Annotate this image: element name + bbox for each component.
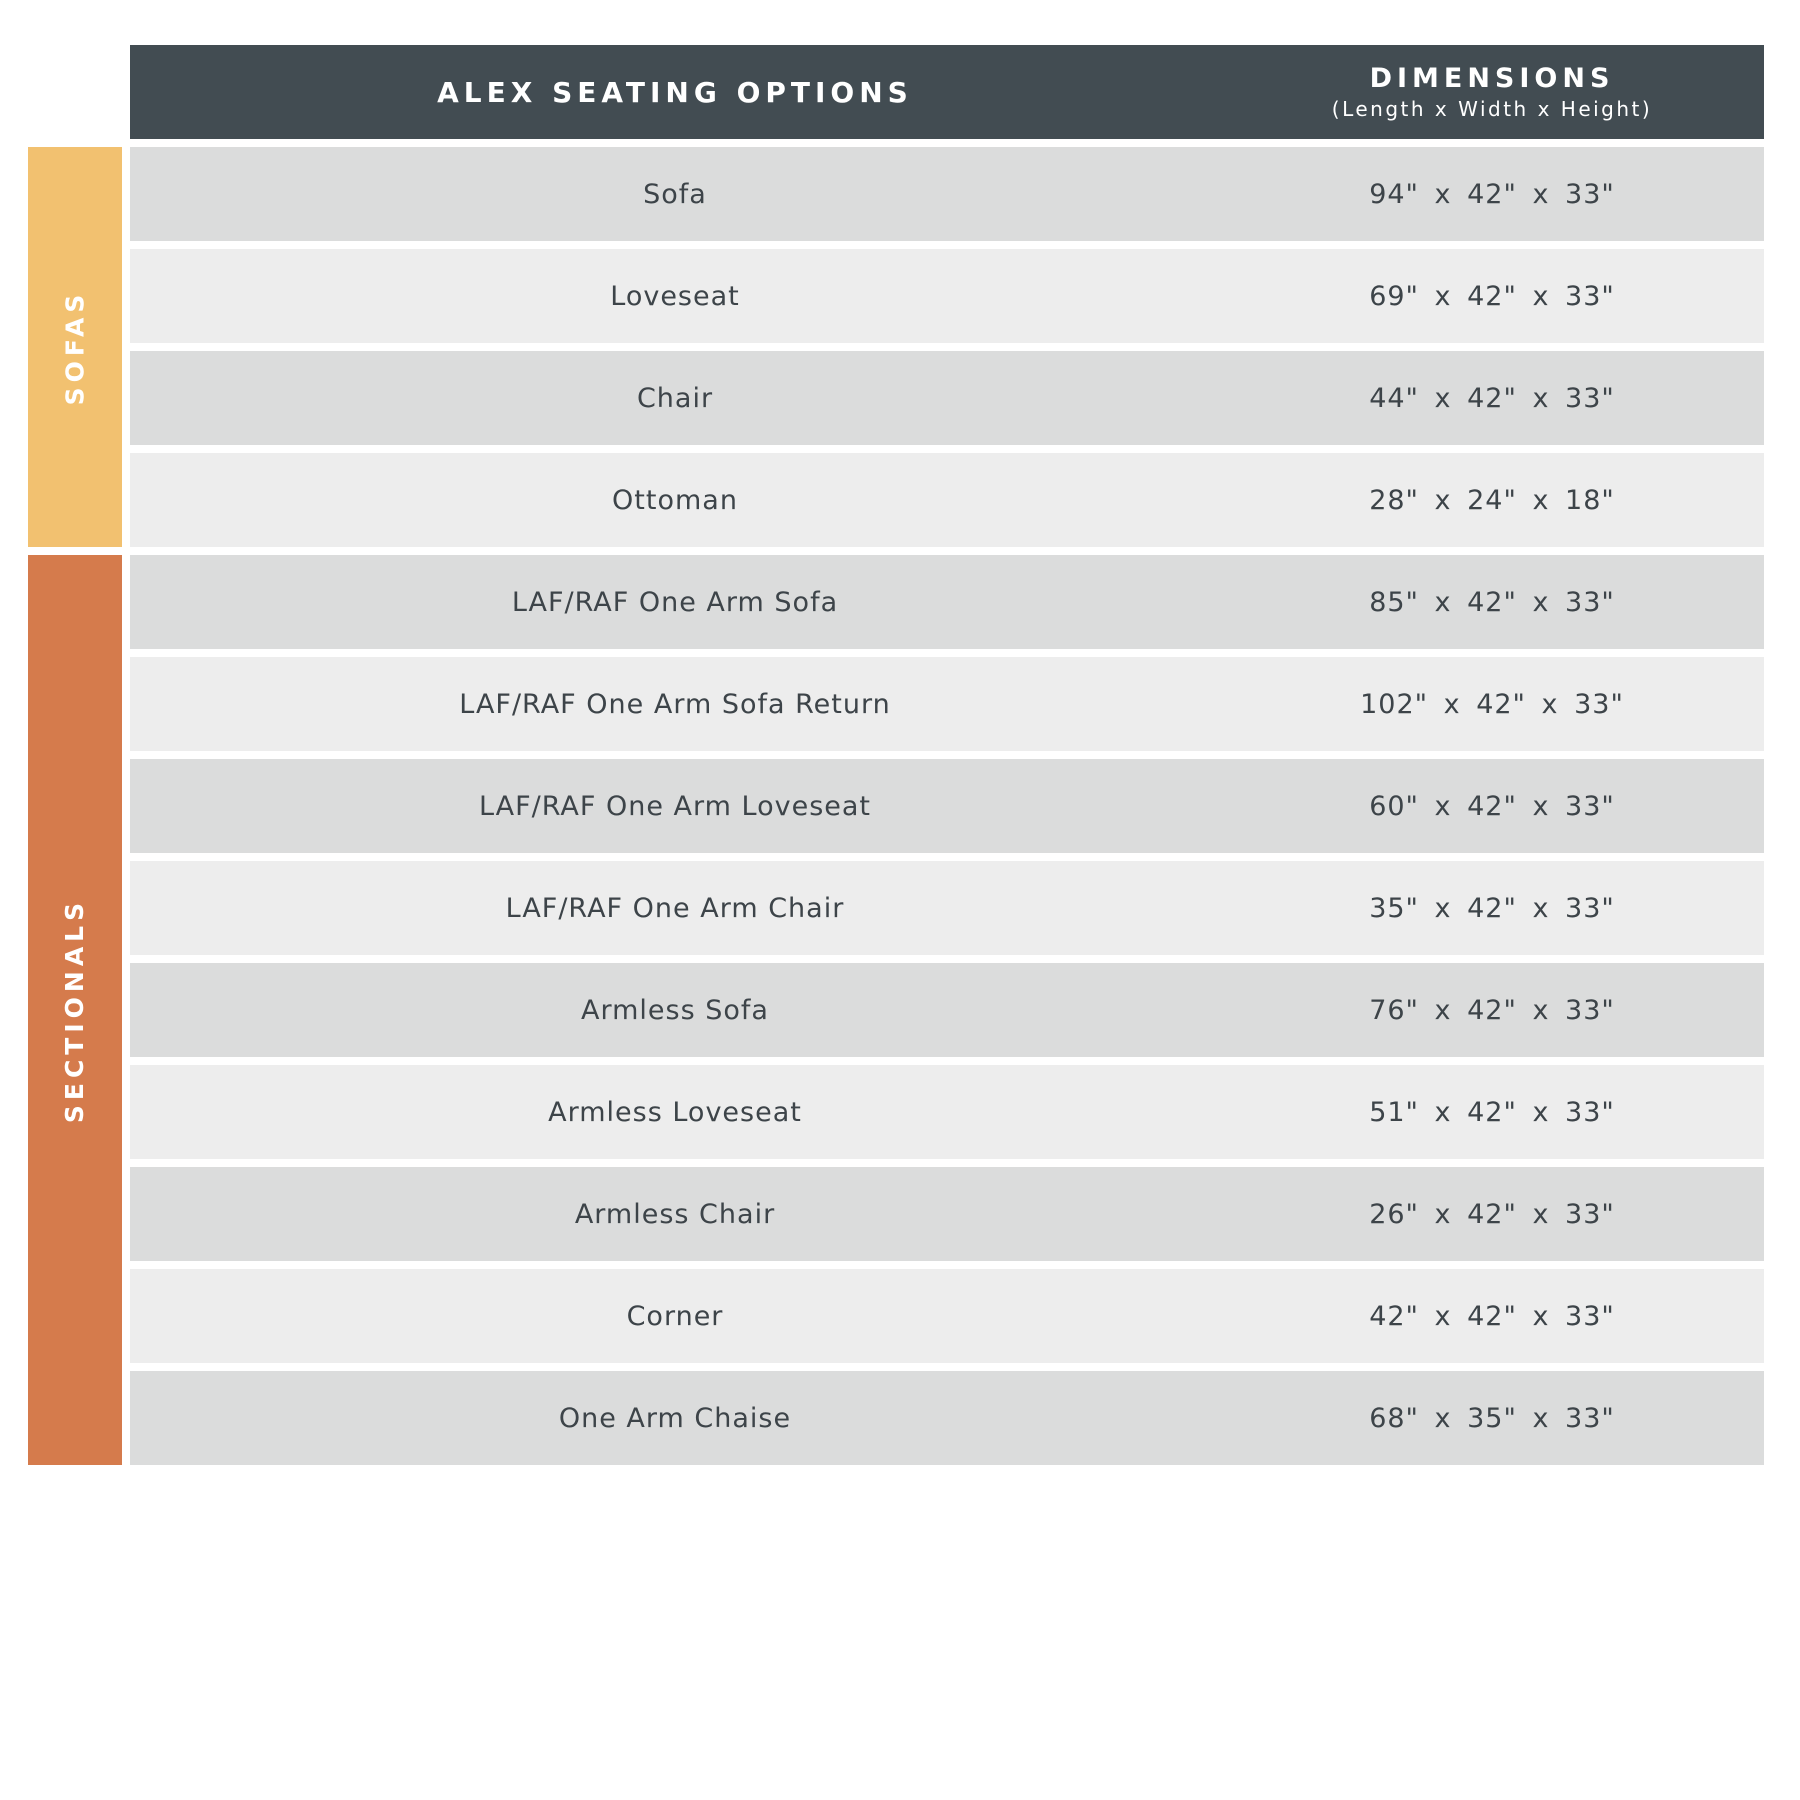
table-row (130, 1167, 1764, 1261)
group-label-sofas (28, 147, 122, 547)
seating-option-name: Ottoman (612, 484, 738, 516)
table-row (130, 1371, 1764, 1465)
seating-option-name: Armless Loveseat (548, 1096, 802, 1128)
seating-option-name: Chair (636, 382, 714, 414)
seating-option-name: Corner (626, 1300, 724, 1332)
seating-option-name: Sofa (643, 178, 707, 210)
group-label-text: SOFAS (60, 289, 90, 405)
seating-option-dimensions: 42" x 42" x 33" (1369, 1300, 1615, 1332)
seating-option-dimensions: 76" x 42" x 33" (1369, 994, 1615, 1026)
seating-option-name: LAF/RAF One Arm Sofa (511, 586, 839, 618)
seating-option-name: LAF/RAF One Arm Loveseat (478, 790, 872, 822)
table-row (130, 657, 1764, 751)
table-row (130, 1269, 1764, 1363)
table-row (130, 147, 1764, 241)
seating-option-dimensions: 94" x 42" x 33" (1369, 178, 1615, 210)
seating-option-dimensions: 102" x 42" x 33" (1360, 688, 1624, 720)
dimensions-title: DIMENSIONS (1369, 63, 1615, 94)
table-row (130, 759, 1764, 853)
seating-option-dimensions: 69" x 42" x 33" (1369, 280, 1615, 312)
group-label-text: SECTIONALS (60, 897, 90, 1123)
seating-option-dimensions: 26" x 42" x 33" (1369, 1198, 1615, 1230)
seating-option-name: LAF/RAF One Arm Sofa Return (459, 688, 891, 720)
table-row (130, 351, 1764, 445)
table-row (130, 555, 1764, 649)
dimensions-subtitle: (Length x Width x Height) (1331, 97, 1653, 121)
options-column-header: ALEX SEATING OPTIONS (437, 75, 913, 109)
seating-option-dimensions: 51" x 42" x 33" (1369, 1096, 1615, 1128)
seating-option-name: Armless Sofa (581, 994, 769, 1026)
seating-option-dimensions: 44" x 42" x 33" (1369, 382, 1615, 414)
seating-option-dimensions: 28" x 24" x 18" (1369, 484, 1615, 516)
table-row (130, 861, 1764, 955)
seating-option-dimensions: 60" x 42" x 33" (1369, 790, 1615, 822)
seating-option-name: One Arm Chaise (558, 1402, 792, 1434)
seating-option-name: Loveseat (610, 280, 740, 312)
table-header (130, 45, 1764, 139)
seating-option-dimensions: 68" x 35" x 33" (1369, 1402, 1615, 1434)
group-label-sectionals (28, 555, 122, 1465)
table-row (130, 963, 1764, 1057)
seating-option-name: Armless Chair (574, 1198, 776, 1230)
table-row (130, 453, 1764, 547)
seating-option-dimensions: 85" x 42" x 33" (1369, 586, 1615, 618)
table-row (130, 249, 1764, 343)
seating-option-dimensions: 35" x 42" x 33" (1369, 892, 1615, 924)
seating-option-name: LAF/RAF One Arm Chair (505, 892, 845, 924)
table-row (130, 1065, 1764, 1159)
dimensions-column-header (1220, 45, 1764, 139)
